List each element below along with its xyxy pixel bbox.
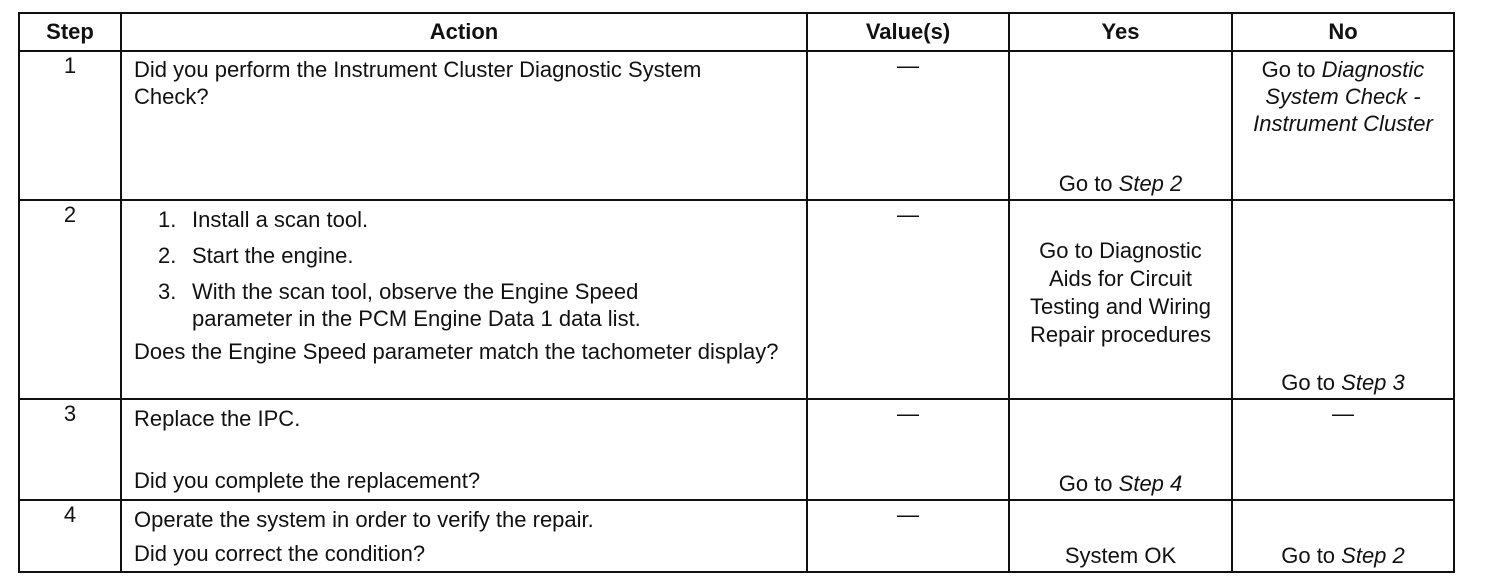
yes-cell [1009,200,1232,399]
step-number: 3 [19,399,121,500]
header-row [19,13,1454,51]
action-text: Replace the IPC. [134,406,301,431]
yes-text: Go to Step 2 [1058,171,1183,196]
step-number: 2 [19,200,121,399]
header-action: Action [121,13,807,51]
table-row [19,500,1454,572]
action-cell [121,200,807,399]
no-dash: — [1332,401,1354,426]
no-text: Go to Diagnostic System Check - Instrument Cluster [1253,57,1433,136]
yes-step-ref: Step 4 [1118,471,1183,496]
yes-cell [1009,51,1232,200]
table-row [19,51,1454,200]
step-number: 1 [19,51,121,200]
yes-cell [1009,500,1232,572]
value-dash: — [897,202,919,227]
value-dash: — [897,502,919,527]
table-row [19,399,1454,500]
value-cell [807,51,1009,200]
yes-text: Go to Diagnostic Aids for Circuit Testing and Wiring Repair procedures [1030,238,1211,347]
action-cell [121,399,807,500]
value-cell [807,200,1009,399]
no-text: Go to Step 3 [1281,370,1405,395]
header-yes: Yes [1009,13,1232,51]
substep-item: 3. With the scan tool, observe the Engine Speed parameter in the PCM Engine Data 1 data list. [158,279,641,331]
table-row [19,200,1454,399]
action-cell [121,51,807,200]
no-text: Go to Step 2 [1281,543,1405,568]
yes-text: System OK [1064,543,1177,568]
no-cell [1232,500,1454,572]
substep-item: 2. Start the engine. [158,243,354,268]
value-dash: — [897,53,919,78]
action-cell [121,500,807,572]
header-values: Value(s) [807,13,1009,51]
value-dash: — [897,401,919,426]
action-text: Operate the system in order to verify the repair. [134,507,594,532]
step-number: 4 [19,500,121,572]
action-text: Did you perform the Instrument Cluster Diagnostic System Check? [134,57,702,109]
diagnostic-table [18,12,1455,573]
value-cell [807,399,1009,500]
no-step-ref: Step 3 [1341,370,1405,395]
value-cell [807,500,1009,572]
action-question: Does the Engine Speed parameter match the tachometer display? [134,339,779,364]
no-step-ref: Step 2 [1341,543,1405,568]
header-no: No [1232,13,1454,51]
yes-text: Go to Step 4 [1058,471,1183,496]
no-step-ref: Diagnostic System Check - Instrument Cluster [1253,57,1433,136]
header-step: Step [19,13,121,51]
no-cell [1232,51,1454,200]
yes-step-ref: Step 2 [1118,171,1183,196]
yes-cell [1009,399,1232,500]
action-question: Did you complete the replacement? [134,468,481,493]
action-question: Did you correct the condition? [134,541,426,566]
no-cell [1232,200,1454,399]
no-cell [1232,399,1454,500]
substep-list [134,206,796,332]
substep-item: 1. Install a scan tool. [158,207,369,232]
